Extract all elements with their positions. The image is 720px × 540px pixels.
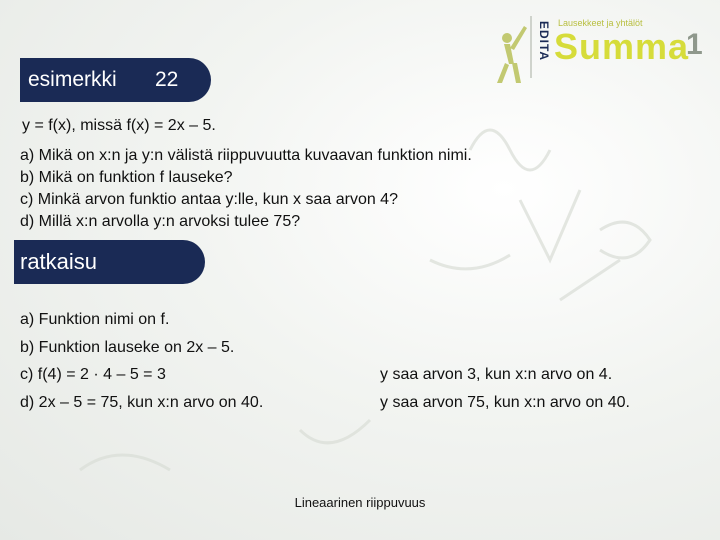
logo-number: 1 [686, 28, 703, 61]
example-label: esimerkki [28, 68, 117, 91]
logo-vertical-text: EDITA [537, 20, 552, 62]
solution-badge [14, 240, 205, 284]
slide-footer: Lineaarinen riippuvuus [294, 495, 426, 510]
question-b: b) Mikä on funktion f lauseke? [20, 169, 233, 186]
problem-intro: y = f(x), missä f(x) = 2x – 5. [22, 117, 216, 134]
solution-label: ratkaisu [20, 249, 98, 274]
summa-logo [490, 8, 715, 88]
example-number: 22 [155, 68, 179, 91]
logo-name: Summa [554, 26, 690, 67]
question-c: c) Minkä arvon funktio antaa y:lle, kun x saa arvon 4? [20, 191, 398, 208]
logo-tagline: Lausekkeet ja yhtälöt [558, 18, 643, 28]
solution-c: c) f(4) = 2 · 4 – 5 = 3 [20, 366, 166, 383]
example-badge [20, 58, 211, 102]
solution-d: d) 2x – 5 = 75, kun x:n arvo on 40. [20, 394, 264, 411]
solution-a: a) Funktion nimi on f. [20, 311, 170, 328]
question-a: a) Mikä on x:n ja y:n välistä riippuvuutta kuvaavan funktion nimi. [20, 147, 472, 164]
result-d: y saa arvon 75, kun x:n arvo on 40. [380, 394, 630, 411]
result-c: y saa arvon 3, kun x:n arvo on 4. [380, 366, 613, 383]
question-d: d) Millä x:n arvolla y:n arvoksi tulee 75? [20, 213, 301, 230]
solution-b: b) Funktion lauseke on 2x – 5. [20, 339, 235, 356]
